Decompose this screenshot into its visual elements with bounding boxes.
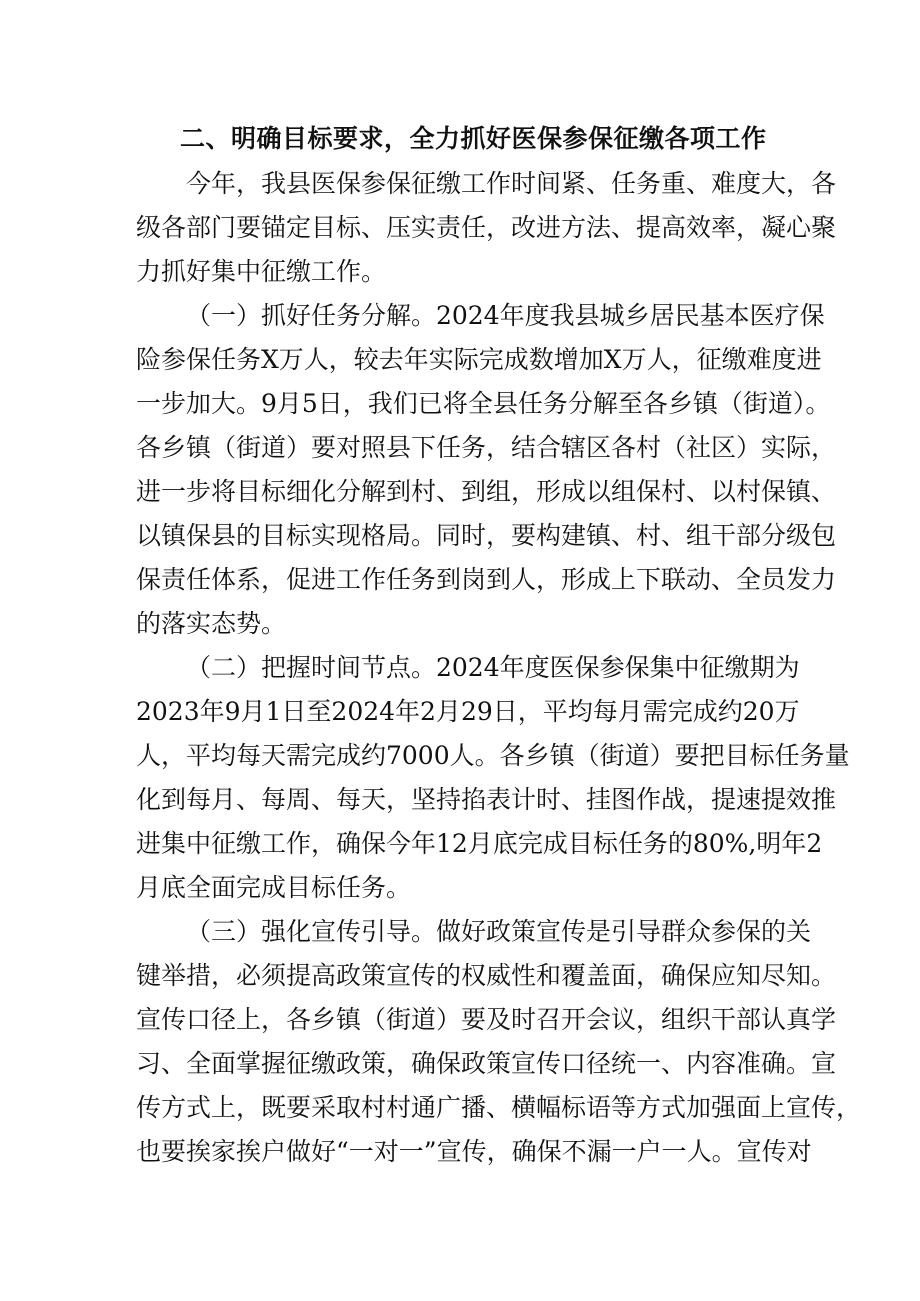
section-heading: 二、明确目标要求，全力抓好医保参保征缴各项工作 (180, 124, 767, 153)
paragraph-line: 进集中征缴工作，确保今年12月底完成目标任务的80%,明年2 (136, 829, 823, 858)
paragraph-line: 的落实态势。 (136, 609, 287, 638)
paragraph-line: 宣传口径上，各乡镇（街道）要及时召开会议，组织干部认真学 (136, 1005, 837, 1034)
paragraph-line: 一步加大。9月5日，我们已将全县任务分解至各乡镇（街道）。 (136, 389, 831, 418)
paragraph-line: 也要挨家挨户做好“一对一”宣传，确保不漏一户一人。宣传对 (136, 1137, 812, 1166)
paragraph-line: 人，平均每天需完成约7000人。各乡镇（街道）要把目标任务量 (136, 741, 850, 770)
paragraph-line: 键举措，必须提高政策宣传的权威性和覆盖面，确保应知尽知。 (136, 961, 837, 990)
paragraph-line: 以镇保县的目标实现格局。同时，要构建镇、村、组干部分级包 (136, 521, 837, 550)
paragraph-line: 各乡镇（街道）要对照县下任务，结合辖区各村（社区）实际， (136, 433, 837, 462)
paragraph-line: 力抓好集中征缴工作。 (136, 257, 387, 286)
paragraph-line: 保责任体系，促进工作任务到岗到人，形成上下联动、全员发力 (136, 565, 837, 594)
paragraph-line: 习、全面掌握征缴政策，确保政策宣传口径统一、内容准确。宣 (136, 1049, 837, 1078)
paragraph-line: 传方式上，既要采取村村通广播、横幅标语等方式加强面上宣传， (136, 1093, 862, 1122)
paragraph-line: （二）把握时间节点。2024年度医保参保集中征缴期为 (186, 653, 800, 682)
paragraph-line: 月底全面完成目标任务。 (136, 873, 412, 902)
paragraph-line: 化到每月、每周、每天，坚持掐表计时、挂图作战，提速提效推 (136, 785, 837, 814)
paragraph-line: 级各部门要锚定目标、压实责任，改进方法、提高效率，凝心聚 (136, 213, 837, 242)
paragraph-line: 险参保任务X万人，较去年实际完成数增加X万人，征缴难度进 (136, 345, 822, 374)
paragraph-line: （一）抓好任务分解。2024年度我县城乡居民基本医疗保 (186, 301, 825, 330)
paragraph-line: 今年，我县医保参保征缴工作时间紧、任务重、难度大，各 (186, 169, 837, 198)
paragraph-line: 2023年9月1日至2024年2月29日，平均每月需完成约20万 (136, 697, 800, 726)
paragraph-line: （三）强化宣传引导。做好政策宣传是引导群众参保的关 (186, 917, 812, 946)
paragraph-line: 进一步将目标细化分解到村、到组，形成以组保村、以村保镇、 (136, 477, 837, 506)
